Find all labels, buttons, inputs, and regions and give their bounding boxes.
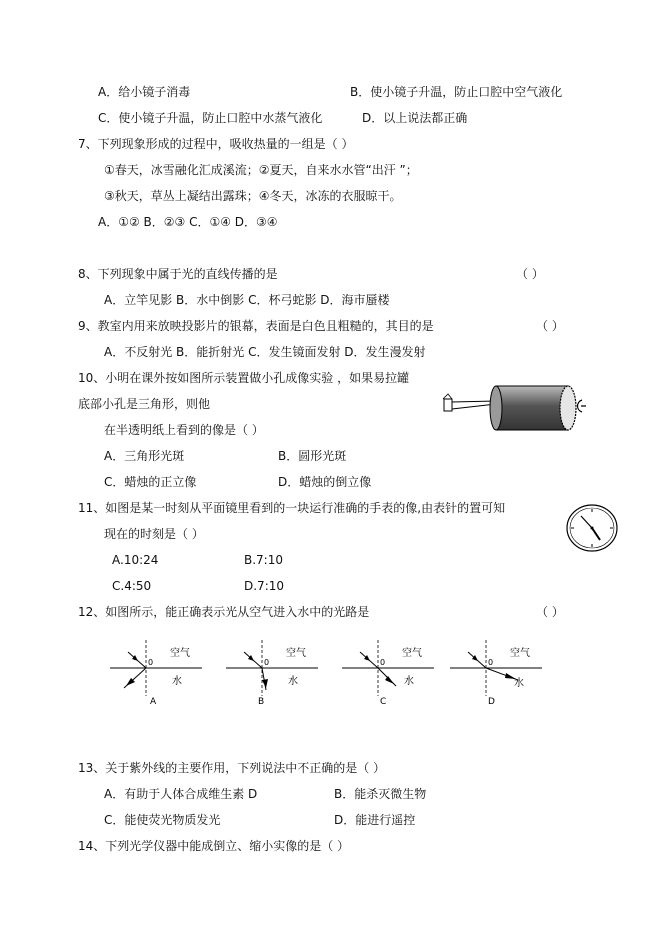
- q9-answer-paren: （ ）: [536, 319, 564, 333]
- q6-option-d: D．以上说法都正确: [362, 111, 468, 125]
- origin-label: 0: [488, 658, 494, 667]
- panel-label: C: [380, 697, 387, 707]
- water-label: 水: [404, 676, 414, 687]
- q7-options: A．①② B．②③ C．①④ D．③④: [98, 215, 278, 229]
- q8-answer-paren: （ ）: [516, 267, 544, 281]
- q11-line-1: 11、如图是某一时刻从平面镜里看到的一块运行准确的手表的像,由表针的置可知: [78, 501, 506, 515]
- q7-stem: 7、下列现象形成的过程中，吸收热量的一组是（ ）: [78, 137, 354, 151]
- refraction-panel-d: [450, 640, 542, 707]
- water-label: 水: [172, 676, 182, 687]
- q10-option-d: D．蜡烛的倒立像: [278, 475, 372, 489]
- panel-label: A: [150, 697, 157, 707]
- air-label: 空气: [510, 648, 530, 659]
- q13-option-b: B．能杀灭微生物: [334, 787, 427, 801]
- refraction-panel-b: [226, 640, 318, 707]
- q13-option-d: D．能进行遥控: [334, 813, 416, 827]
- origin-label: 0: [148, 658, 154, 667]
- candle-icon: [443, 394, 452, 411]
- q10-option-c: C．蜡烛的正立像: [104, 475, 197, 489]
- pinhole-camera-figure: [440, 376, 590, 440]
- q11-option-a: A.10:24: [112, 553, 159, 567]
- origin-label: 0: [264, 658, 270, 667]
- q6-option-c: C．使小镜子升温，防止口腔中水蒸气液化: [98, 111, 323, 125]
- panel-label: B: [258, 697, 265, 707]
- watch-figure: [564, 502, 620, 554]
- q10-option-a: A．三角形光斑: [104, 449, 185, 463]
- water-label: 水: [288, 676, 298, 687]
- q6-option-a: A．给小镜子消毒: [98, 85, 191, 99]
- q12-stem: 12、如图所示，能正确表示光从空气进入水中的光路是: [78, 605, 370, 619]
- q6-option-b: B．使小镜子升温，防止口腔中空气液化: [350, 85, 563, 99]
- q11-option-c: C.4:50: [112, 579, 152, 593]
- q13-option-c: C．能使荧光物质发光: [104, 813, 221, 827]
- q13-stem: 13、关于紫外线的主要作用，下列说法中不正确的是（ ）: [78, 761, 386, 775]
- q8-options: A．立竿见影 B．水中倒影 C．杯弓蛇影 D．海市蜃楼: [104, 293, 390, 307]
- q9-options: A．不反射光 B．能折射光 C．发生镜面发射 D．发生漫发射: [104, 345, 426, 359]
- origin-label: 0: [380, 658, 386, 667]
- air-label: 空气: [170, 648, 190, 659]
- q10-line-2: 底部小孔是三角形，则他: [78, 397, 211, 411]
- q7-line-1: ①春天，冰雪融化汇成溪流；②夏天，自来水水管“出汗 ”；: [104, 163, 418, 177]
- refraction-panel-a: [110, 640, 202, 707]
- q11-option-d: D.7:10: [244, 579, 285, 593]
- refraction-diagrams: [104, 636, 544, 716]
- q10-line-1: 10、小明在课外按如图所示装置做小孔成像实验 ，如果易拉罐: [78, 371, 410, 385]
- can-icon: [490, 386, 576, 430]
- q11-option-b: B.7:10: [244, 553, 283, 567]
- air-label: 空气: [286, 648, 306, 659]
- air-label: 空气: [402, 648, 422, 659]
- q10-line-3: 在半透明纸上看到的像是（ ）: [104, 423, 264, 437]
- q12-answer-paren: （ ）: [536, 605, 564, 619]
- panel-label: D: [488, 697, 495, 707]
- q9-stem: 9、教室内用来放映投影片的银幕，表面是白色且粗糙的，其目的是: [78, 319, 434, 333]
- q14-stem: 14、下列光学仪器中能成倒立、缩小实像的是（ ）: [78, 839, 350, 853]
- q13-option-a: A．有助于人体合成维生素 D: [104, 787, 258, 801]
- q8-stem: 8、下列现象中属于光的直线传播的是: [78, 267, 278, 281]
- inverted-flame-icon: [578, 400, 587, 412]
- q7-line-2: ③秋天，草丛上凝结出露珠；④冬天，冰冻的衣服晾干。: [104, 189, 402, 203]
- water-label: 水: [514, 678, 524, 689]
- watch-icon: [567, 505, 617, 551]
- q11-line-2: 现在的时刻是（ ）: [104, 527, 204, 541]
- q10-option-b: B．圆形光斑: [278, 449, 347, 463]
- refraction-panel-c: [342, 640, 434, 707]
